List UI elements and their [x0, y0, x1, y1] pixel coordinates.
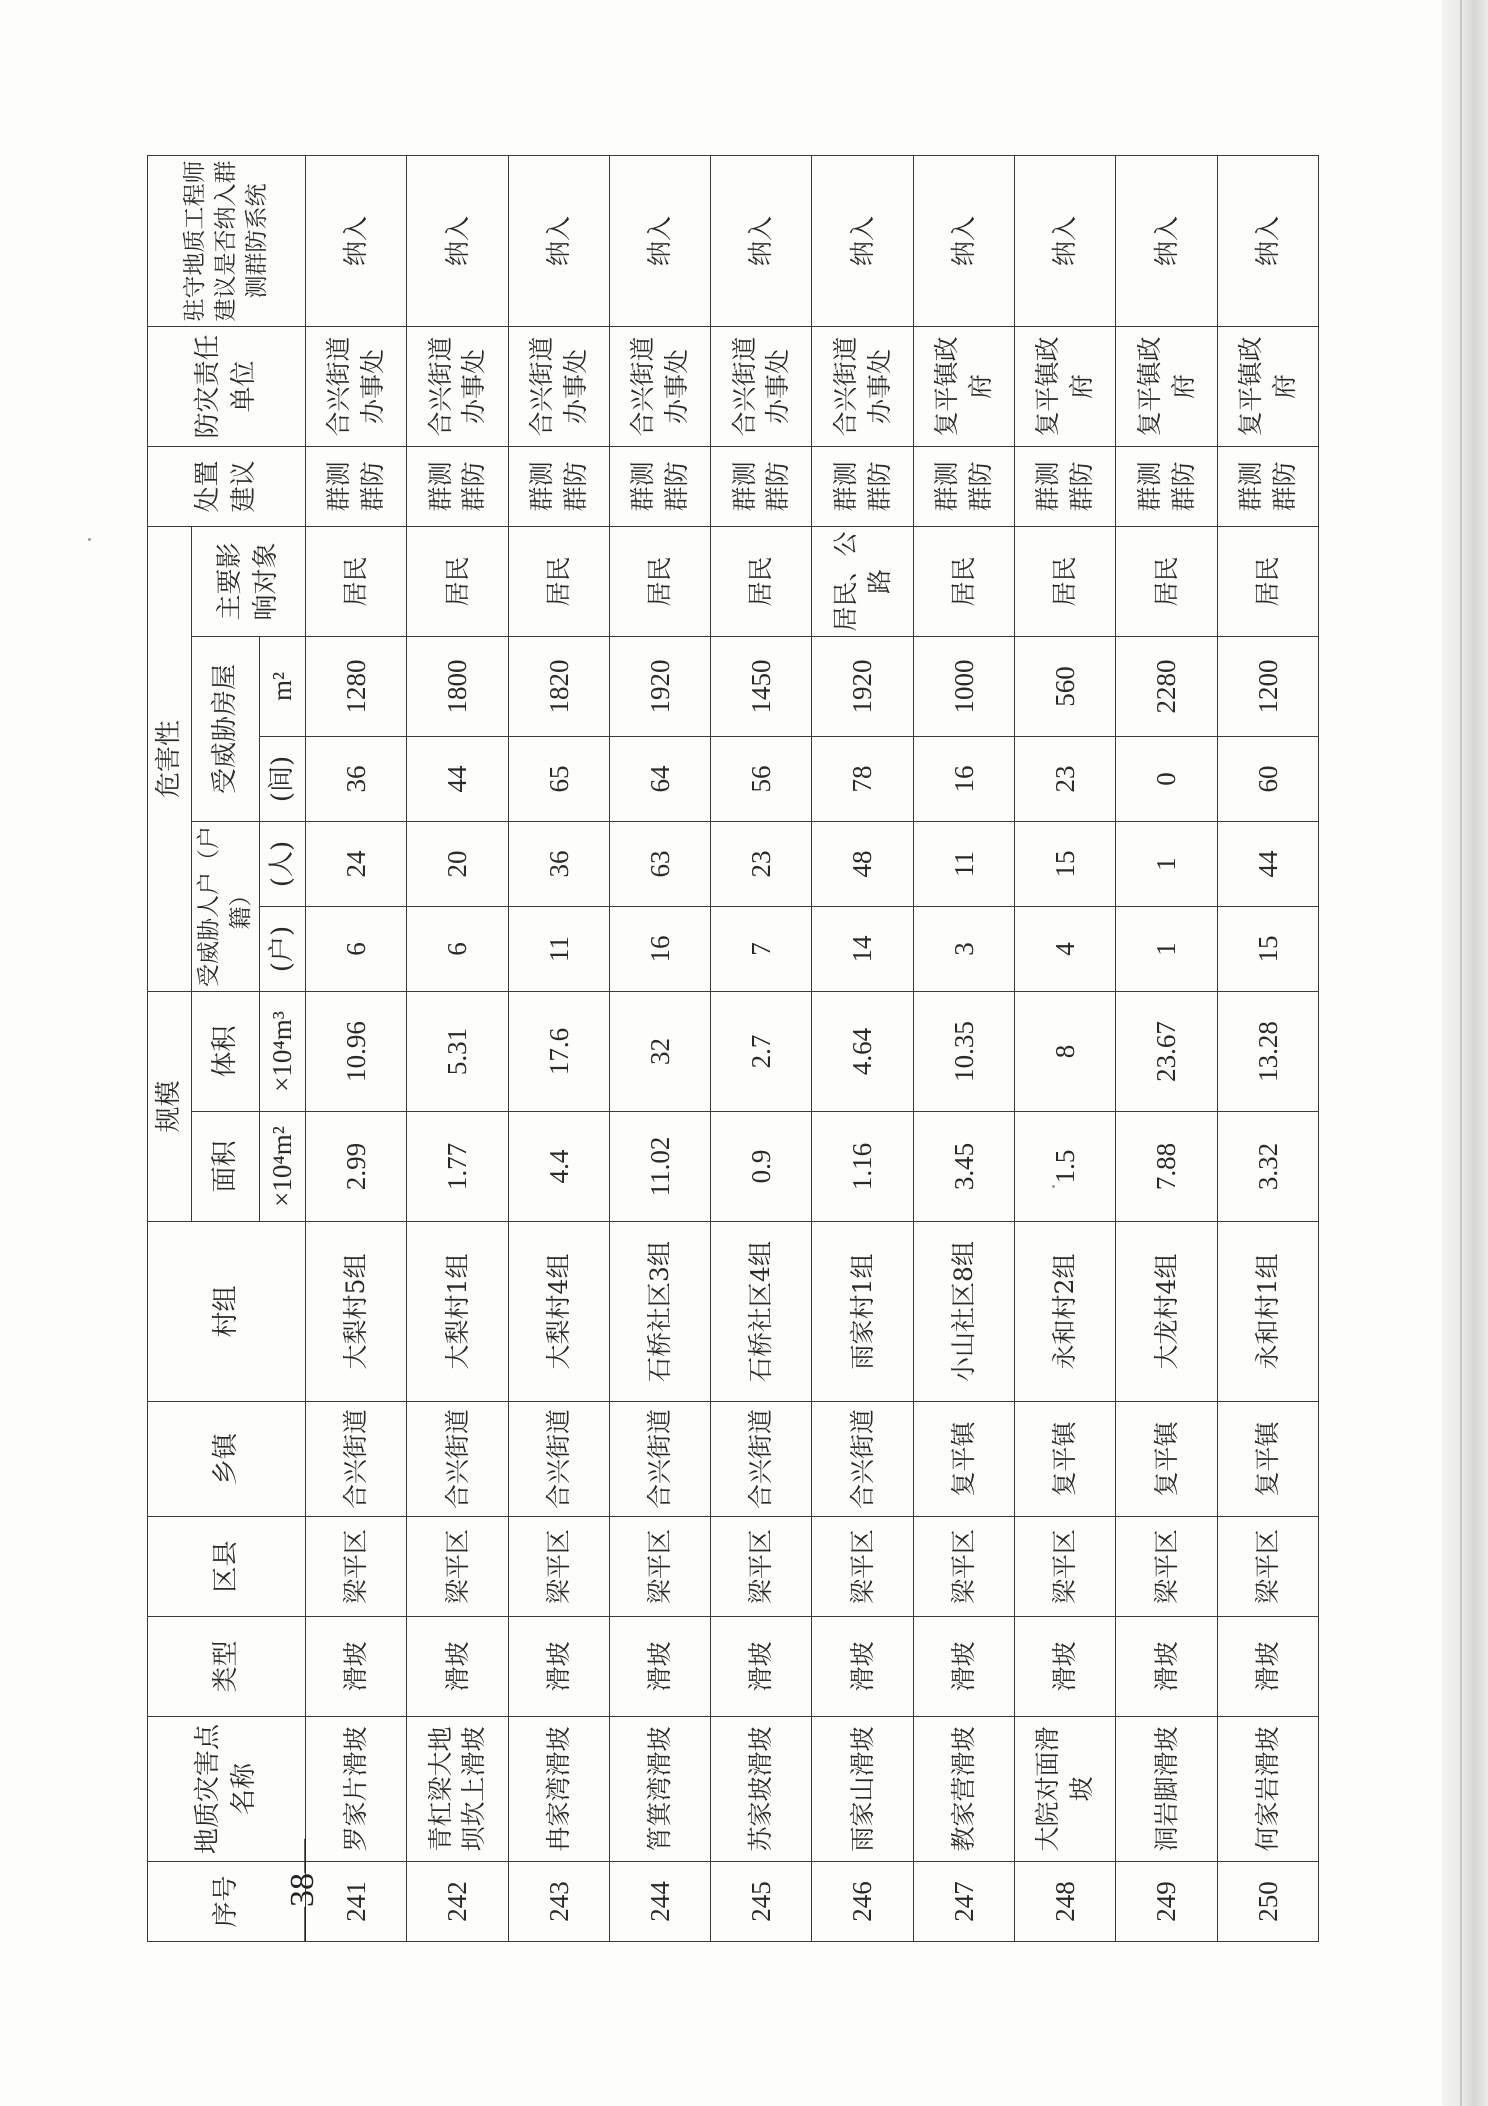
header-volume-unit: ×10⁴m³ [260, 991, 306, 1111]
row-households: 6 [306, 906, 407, 991]
row-target: 居民 [306, 526, 407, 636]
row-volume: 8 [1015, 991, 1116, 1111]
row-responsible: 合兴街道办事处 [711, 326, 812, 446]
row-volume: 17.6 [508, 991, 609, 1111]
table-row [306, 155, 407, 1941]
row-county: 梁平区 [1015, 1517, 1116, 1617]
row-area: 1.16 [812, 1112, 913, 1222]
header-area-unit: ×10⁴m² [260, 1112, 306, 1222]
row-responsible: 合兴街道办事处 [407, 326, 508, 446]
row-responsible: 合兴街道办事处 [306, 326, 407, 446]
row-name: 大院对面滑坡 [1015, 1717, 1116, 1862]
row-rooms: 56 [711, 736, 812, 821]
row-village: 石桥社区4组 [711, 1222, 812, 1402]
row-seq: 242 [407, 1862, 508, 1942]
row-town: 复平镇 [1217, 1402, 1318, 1517]
hazard-table-sheet [147, 156, 1319, 1942]
header-unit-hu: (户) [260, 906, 306, 991]
row-area: 3.45 [913, 1112, 1014, 1222]
row-town: 合兴街道 [407, 1402, 508, 1517]
row-village: 大梨村1组 [407, 1222, 508, 1402]
row-seq: 248 [1015, 1862, 1116, 1942]
table-row [609, 155, 710, 1941]
row-target: 居民 [711, 526, 812, 636]
row-responsible: 复平镇政府 [1116, 326, 1217, 446]
row-town: 复平镇 [1116, 1402, 1217, 1517]
row-include: 纳入 [508, 155, 609, 326]
row-target: 居民 [609, 526, 710, 636]
row-persons: 36 [508, 821, 609, 906]
header-unit-ren: (人) [260, 821, 306, 906]
header-scale: 规模 [148, 991, 192, 1221]
row-target: 居民 [1116, 526, 1217, 636]
row-seq: 247 [913, 1862, 1014, 1942]
row-target: 居民 [1015, 526, 1116, 636]
header-name: 地质灾害点名称 [148, 1717, 306, 1862]
row-house-area: 2280 [1116, 636, 1217, 736]
page-number-box [268, 1765, 338, 2015]
row-area: 1.77 [407, 1112, 508, 1222]
table-row [1217, 155, 1318, 1941]
row-rooms: 16 [913, 736, 1014, 821]
header-type: 类型 [148, 1617, 306, 1717]
row-county: 梁平区 [609, 1517, 710, 1617]
row-county: 梁平区 [407, 1517, 508, 1617]
row-rooms: 44 [407, 736, 508, 821]
table-row [1116, 155, 1217, 1941]
row-volume: 32 [609, 991, 710, 1111]
geohazard-table [147, 155, 1319, 1942]
row-responsible: 合兴街道办事处 [812, 326, 913, 446]
row-type: 滑坡 [812, 1617, 913, 1717]
row-volume: 4.64 [812, 991, 913, 1111]
row-rooms: 78 [812, 736, 913, 821]
header-include: 驻守地质工程师建议是否纳入群测群防系统 [148, 155, 306, 326]
row-measure: 群测群防 [609, 446, 710, 526]
row-name: 苏家坡滑坡 [711, 1717, 812, 1862]
row-town: 合兴街道 [812, 1402, 913, 1517]
row-rooms: 65 [508, 736, 609, 821]
row-area: 3.32 [1217, 1112, 1318, 1222]
row-town: 合兴街道 [609, 1402, 710, 1517]
row-households: 15 [1217, 906, 1318, 991]
row-type: 滑坡 [508, 1617, 609, 1717]
header-area: 面积 [192, 1112, 260, 1222]
header-threat-house: 受威胁房屋 [192, 636, 260, 821]
row-area: 2.99 [306, 1112, 407, 1222]
row-persons: 23 [711, 821, 812, 906]
row-type: 滑坡 [407, 1617, 508, 1717]
row-persons: 15 [1015, 821, 1116, 906]
table-row [1015, 155, 1116, 1941]
row-area: 4.4 [508, 1112, 609, 1222]
row-area: 7.88 [1116, 1112, 1217, 1222]
row-households: 16 [609, 906, 710, 991]
row-include: 纳入 [812, 155, 913, 326]
row-households: 14 [812, 906, 913, 991]
header-county: 区县 [148, 1517, 306, 1617]
header-volume: 体积 [192, 991, 260, 1111]
row-name: 筲箕湾滑坡 [609, 1717, 710, 1862]
row-households: 1 [1116, 906, 1217, 991]
row-persons: 63 [609, 821, 710, 906]
row-name: 罗家片滑坡 [306, 1717, 407, 1862]
row-target: 居民 [1217, 526, 1318, 636]
row-responsible: 合兴街道办事处 [508, 326, 609, 446]
row-house-area: 1920 [609, 636, 710, 736]
row-name: 洞岩脚滑坡 [1116, 1717, 1217, 1862]
row-include: 纳入 [1217, 155, 1318, 326]
row-county: 梁平区 [1217, 1517, 1318, 1617]
row-include: 纳入 [306, 155, 407, 326]
row-village: 小山社区8组 [913, 1222, 1014, 1402]
row-type: 滑坡 [1116, 1617, 1217, 1717]
row-measure: 群测群防 [508, 446, 609, 526]
row-house-area: 1920 [812, 636, 913, 736]
row-area: 0.9 [711, 1112, 812, 1222]
row-county: 梁平区 [508, 1517, 609, 1617]
row-county: 梁平区 [306, 1517, 407, 1617]
row-type: 滑坡 [306, 1617, 407, 1717]
page-number: —38— [284, 1839, 321, 1941]
row-area: 1.5 [1015, 1112, 1116, 1222]
table-row [508, 155, 609, 1941]
row-responsible: 复平镇政府 [1217, 326, 1318, 446]
row-name: 何家岩滑坡 [1217, 1717, 1318, 1862]
row-measure: 群测群防 [1015, 446, 1116, 526]
row-measure: 群测群防 [306, 446, 407, 526]
row-include: 纳入 [407, 155, 508, 326]
table-row [812, 155, 913, 1941]
row-town: 复平镇 [913, 1402, 1014, 1517]
row-seq: 241 [306, 1862, 407, 1942]
row-households: 3 [913, 906, 1014, 991]
row-include: 纳入 [1015, 155, 1116, 326]
row-volume: 2.7 [711, 991, 812, 1111]
row-responsible: 复平镇政府 [913, 326, 1014, 446]
row-seq: 243 [508, 1862, 609, 1942]
row-area: 11.02 [609, 1112, 710, 1222]
row-responsible: 合兴街道办事处 [609, 326, 710, 446]
row-seq: 250 [1217, 1862, 1318, 1942]
row-seq: 246 [812, 1862, 913, 1942]
row-target: 居民 [407, 526, 508, 636]
row-include: 纳入 [711, 155, 812, 326]
row-rooms: 64 [609, 736, 710, 821]
row-measure: 群测群防 [711, 446, 812, 526]
row-rooms: 36 [306, 736, 407, 821]
row-persons: 44 [1217, 821, 1318, 906]
row-town: 复平镇 [1015, 1402, 1116, 1517]
table-row [407, 155, 508, 1941]
row-village: 大梨村5组 [306, 1222, 407, 1402]
row-persons: 24 [306, 821, 407, 906]
row-county: 梁平区 [913, 1517, 1014, 1617]
scan-speck [1052, 1185, 1055, 1188]
row-village: 永和村2组 [1015, 1222, 1116, 1402]
row-county: 梁平区 [812, 1517, 913, 1617]
table-body [306, 155, 1319, 1941]
row-house-area: 560 [1015, 636, 1116, 736]
row-target: 居民 [508, 526, 609, 636]
row-volume: 13.28 [1217, 991, 1318, 1111]
row-households: 11 [508, 906, 609, 991]
row-measure: 群测群防 [1217, 446, 1318, 526]
row-rooms: 23 [1015, 736, 1116, 821]
row-name: 雨家山滑坡 [812, 1717, 913, 1862]
row-village: 雨家村1组 [812, 1222, 913, 1402]
row-house-area: 1800 [407, 636, 508, 736]
row-persons: 11 [913, 821, 1014, 906]
row-type: 滑坡 [913, 1617, 1014, 1717]
row-name: 教家营滑坡 [913, 1717, 1014, 1862]
row-town: 合兴街道 [306, 1402, 407, 1517]
row-county: 梁平区 [711, 1517, 812, 1617]
header-responsible: 防灾责任单位 [148, 326, 306, 446]
row-volume: 10.35 [913, 991, 1014, 1111]
row-name: 冉家湾滑坡 [508, 1717, 609, 1862]
row-house-area: 1200 [1217, 636, 1318, 736]
row-households: 7 [711, 906, 812, 991]
row-house-area: 1820 [508, 636, 609, 736]
header-seq: 序号 [148, 1862, 306, 1942]
row-house-area: 1280 [306, 636, 407, 736]
row-volume: 5.31 [407, 991, 508, 1111]
row-target: 居民、公路 [812, 526, 913, 636]
header-town: 乡镇 [148, 1402, 306, 1517]
row-seq: 249 [1116, 1862, 1217, 1942]
header-village: 村组 [148, 1222, 306, 1402]
row-persons: 20 [407, 821, 508, 906]
header-hazard: 危害性 [148, 526, 192, 991]
header-target: 主要影响对象 [192, 526, 306, 636]
row-include: 纳入 [913, 155, 1014, 326]
row-rooms: 60 [1217, 736, 1318, 821]
row-target: 居民 [913, 526, 1014, 636]
row-responsible: 复平镇政府 [1015, 326, 1116, 446]
row-village: 大梨村4组 [508, 1222, 609, 1402]
row-seq: 244 [609, 1862, 710, 1942]
row-town: 合兴街道 [711, 1402, 812, 1517]
header-unit-jian: (间) [260, 736, 306, 821]
row-volume: 10.96 [306, 991, 407, 1111]
row-measure: 群测群防 [913, 446, 1014, 526]
table-row [913, 155, 1014, 1941]
row-persons: 1 [1116, 821, 1217, 906]
row-house-area: 1000 [913, 636, 1014, 736]
row-measure: 群测群防 [1116, 446, 1217, 526]
row-village: 大龙村4组 [1116, 1222, 1217, 1402]
row-type: 滑坡 [1217, 1617, 1318, 1717]
row-seq: 245 [711, 1862, 812, 1942]
row-type: 滑坡 [1015, 1617, 1116, 1717]
row-type: 滑坡 [609, 1617, 710, 1717]
row-village: 石桥社区3组 [609, 1222, 710, 1402]
row-households: 6 [407, 906, 508, 991]
row-name: 青杠梁大地坝坎上滑坡 [407, 1717, 508, 1862]
row-volume: 23.67 [1116, 991, 1217, 1111]
row-town: 合兴街道 [508, 1402, 609, 1517]
table-row [711, 155, 812, 1941]
page-edge-line [1460, 0, 1462, 2106]
header-threat-pop: 受威胁人户（户籍） [192, 821, 260, 991]
row-county: 梁平区 [1116, 1517, 1217, 1617]
row-measure: 群测群防 [812, 446, 913, 526]
row-measure: 群测群防 [407, 446, 508, 526]
row-households: 4 [1015, 906, 1116, 991]
header-measure: 处置建议 [148, 446, 306, 526]
scan-speck [88, 538, 91, 541]
row-rooms: 0 [1116, 736, 1217, 821]
page-edge-shadow [1442, 0, 1488, 2106]
row-village: 永和村1组 [1217, 1222, 1318, 1402]
row-type: 滑坡 [711, 1617, 812, 1717]
row-include: 纳入 [1116, 155, 1217, 326]
row-persons: 48 [812, 821, 913, 906]
row-house-area: 1450 [711, 636, 812, 736]
header-unit-m2: m² [260, 636, 306, 736]
row-include: 纳入 [609, 155, 710, 326]
